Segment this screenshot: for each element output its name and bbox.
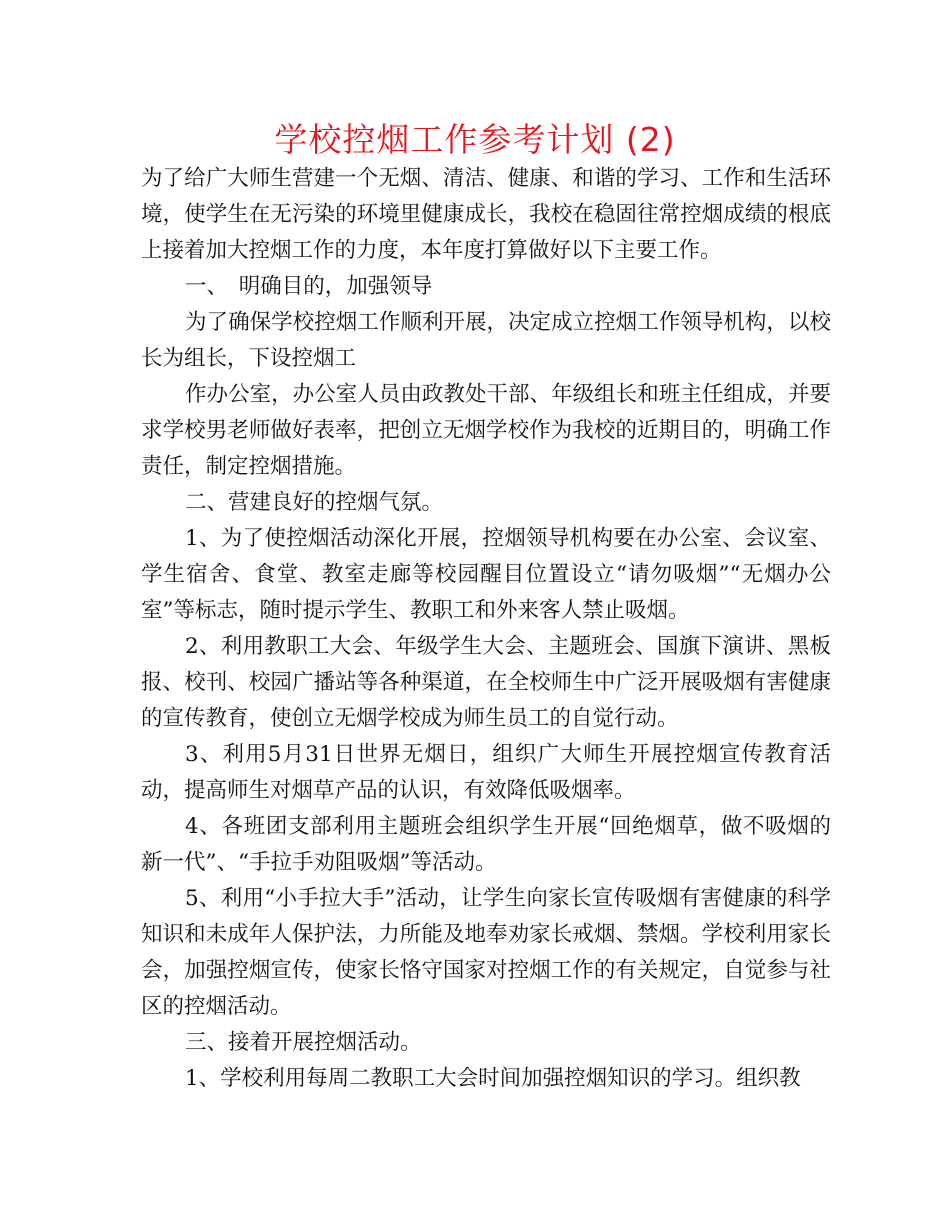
paragraph: 为了确保学校控烟工作顺利开展，决定成立控烟工作领导机构，以校长为组长，下设控烟工 <box>141 310 831 371</box>
document-title: 学校控烟工作参考计划 (2) <box>274 120 676 159</box>
list-item: 1、为了使控烟活动深化开展，控烟领导机构要在办公室、会议室、学生宿舍、食堂、教室走廊等校园醒目位置设立“请勿吸烟”“无烟办公室”等标志，随时提示学生、教职工和外来客人禁止吸烟。 <box>141 526 831 623</box>
document-body <box>141 161 831 1097</box>
list-item: 2、利用教职工大会、年级学生大会、主题班会、国旗下演讲、黑板报、校刊、校园广播站等各种渠道，在全校师生中广泛开展吸烟有害健康的宣传教育，使创立无烟学校成为师生员工的自觉行动。 <box>141 634 831 731</box>
section-heading-2: 二、营建良好的控烟气氛。 <box>185 490 444 515</box>
section-heading-1: 一、 明确目的，加强领导 <box>185 274 433 299</box>
list-item: 4、各班团支部利用主题班会组织学生开展“回绝烟草，做不吸烟的新一代”、“手拉手劝阻吸烟”等活动。 <box>141 814 831 875</box>
list-item: 3、利用5月31日世界无烟日，组织广大师生开展控烟宣传教育活动，提高师生对烟草产品的认识，有效降低吸烟率。 <box>141 742 831 803</box>
list-item: 1、学校利用每周二教职工大会时间加强控烟知识的学习。组织教 <box>185 1066 801 1091</box>
section-heading-3: 三、接着开展控烟活动。 <box>185 1030 422 1055</box>
list-item: 5、利用“小手拉大手”活动，让学生向家长宣传吸烟有害健康的科学知识和未成年人保护法，力所能及地奉劝家长戒烟、禁烟。学校利用家长会，加强控烟宣传，使家长恪守国家对控烟工作的有关规定，自觉参与社区的控烟活动。 <box>141 886 831 1019</box>
paragraph-intro: 为了给广大师生营建一个无烟、清洁、健康、和谐的学习、工作和生活环境，使学生在无污染的环境里健康成长，我校在稳固往常控烟成绩的根底上接着加大控烟工作的力度，本年度打算做好以下主要工作。 <box>141 166 831 263</box>
paragraph: 作办公室，办公室人员由政教处干部、年级组长和班主任组成，并要求学校男老师做好表率，把创立无烟学校作为我校的近期目的，明确工作责任，制定控烟措施。 <box>141 382 831 479</box>
